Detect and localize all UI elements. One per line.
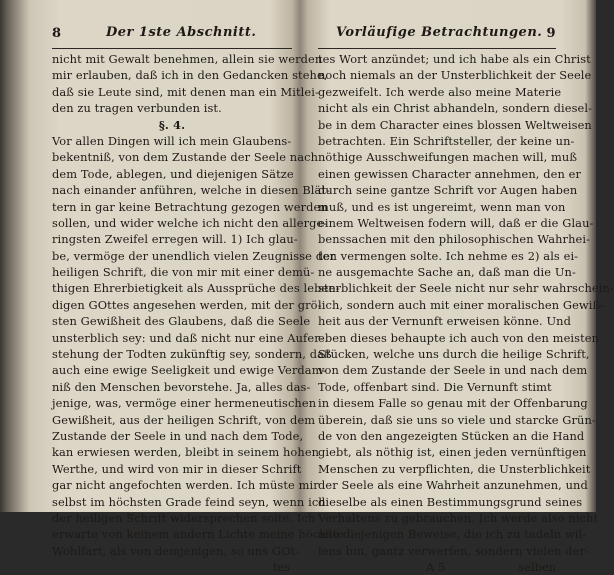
text-line: ringsten Zweifel erregen will. 1) Ich glau- (52, 232, 298, 247)
text-line: sten Gewißheit des Glaubens, daß die Seele (52, 314, 311, 329)
text-line: niß den Menschen bevorstehe. Ja, alles das- (52, 379, 311, 394)
catchword: tes (272, 560, 290, 575)
text-line: bekentniß, von dem Zustande der Seele nach (52, 150, 319, 165)
text-line: Zustande der Seele in und nach dem Tode, (52, 428, 304, 443)
text-line: alle diejenigen Beweise, die ich zu tadeln wil- (318, 527, 587, 542)
right-page-footer (318, 559, 556, 575)
text-line: stehung der Todten zukünftig sey, sondern, daß (52, 347, 332, 362)
text-line: sollen, und wider welche ich nicht den allerge- (52, 215, 328, 230)
text-line: heiligen Schrift, die von mir mit einer demü- (52, 265, 315, 280)
right-page-text (318, 51, 614, 559)
text-line: jenige, was, vermöge einer hermeneutischen (52, 396, 317, 411)
text-line: gezweifelt. Ich werde also meine Materie (318, 84, 562, 99)
left-page (52, 0, 345, 575)
text-line: Verhaltens zu gebrauchen. Ich werde also nicht (318, 510, 599, 525)
text-line: eben dieses behaupte ich auch von den meisten (318, 330, 600, 345)
page-number: 8 (52, 26, 62, 41)
text-line: der Seele als eine Wahrheit anzunehmen, und (318, 478, 588, 493)
signature-mark: A 5 (426, 560, 446, 575)
text-line: Vor allen Dingen will ich mein Glaubens- (52, 133, 292, 148)
text-line: daß sie Leute sind, mit denen man ein Mitlei- (52, 84, 319, 99)
text-line: gar nicht angefochten werden. Ich müste mir (52, 478, 319, 493)
text-line: nicht als ein Christ abhandeln, sondern diesel- (318, 101, 593, 116)
text-line: mir erlauben, daß ich in den Gedancken stehe, (52, 68, 328, 83)
text-line: giebt, als nöthig ist, einen jeden vernünftigen (318, 445, 587, 460)
text-line: überein, daß sie uns so viele und starcke Grün- (318, 412, 596, 427)
text-line: tern in gar keine Betrachtung gezogen werden (52, 199, 328, 214)
text-line: einen gewissen Character annehmen, den er (318, 166, 582, 181)
text-line: durch seine gantze Schrift vor Augen haben (318, 183, 578, 198)
left-page-header (52, 22, 292, 49)
left-page-text (52, 51, 345, 559)
text-line: de von den angezeigten Stücken an die Hand (318, 428, 585, 443)
text-line: tes Wort anzündet; und ich habe als ein Christ (318, 52, 591, 66)
text-line: selbst im höchsten Grade feind seyn, wenn ich (52, 494, 326, 509)
text-line: noch niemals an der Unsterblichkeit der Seele (318, 68, 592, 83)
text-line: Tode, offenbart sind. Die Vernunft stimt (318, 379, 552, 394)
left-page-footer (52, 559, 292, 575)
text-line: Stücken, welche uns durch die heilige Schrift, (318, 347, 590, 362)
text-line: Wohlfart, als von demjenigen, so uns GOt- (52, 543, 300, 558)
text-line: nach einander anführen, welche in diesen Blät- (52, 183, 331, 198)
text-line: dieselbe als einen Bestimmungsgrund seines (318, 494, 583, 509)
text-line: den zu tragen verbunden ist. (52, 101, 222, 116)
running-title: Vorläufige Betrachtungen. (336, 25, 543, 40)
text-line: thigen Ehrerbietigkeit als Aussprüche des leben- (52, 281, 340, 296)
text-line: kan erwiesen werden, bleibt in seinem hohen (52, 445, 320, 460)
text-line: in diesem Falle so genau mit der Offenbarung (318, 396, 588, 411)
text-line: ne ausgemachte Sache an, daß man die Un- (318, 265, 576, 280)
text-line: betrachten. Ein Schriftsteller, der keine un- (318, 133, 575, 148)
section-heading: §. 4. (158, 117, 186, 132)
text-line: von dem Zustande der Seele in und nach dem (318, 363, 588, 378)
text-line: muß, und es ist ungereimt, wenn man von (318, 199, 566, 214)
right-page-header (318, 22, 556, 49)
text-line: Werthe, und wird von mir in dieser Schrift (52, 461, 302, 476)
text-line: heit aus der Vernunft erweisen könne. Und (318, 314, 572, 329)
right-page (318, 0, 614, 575)
text-line: nöthige Ausschweifungen machen will, muß (318, 150, 578, 165)
text-line: ten vermengen solte. Ich nehme es 2) als ei- (318, 248, 579, 263)
text-line: be in dem Character eines blossen Weltweisen (318, 117, 592, 132)
text-line: auch eine ewige Seeligkeit und ewige Verdam- (52, 363, 327, 378)
text-line: lich, sondern auch mit einer moralischen Gewiß- (318, 297, 605, 312)
text-line: unsterblich sey: und daß nicht nur eine Aufer- (52, 330, 324, 345)
text-line: Menschen zu verpflichten, die Unsterblichkeit (318, 461, 591, 476)
text-line: sterblichkeit der Seele nicht nur sehr wahrschein- (318, 281, 614, 296)
text-line: be, vermöge der unendlich vielen Zeugnisse der (52, 248, 336, 263)
text-line: lens bin, gantz verwerfen, sondern vielen der- (318, 543, 589, 558)
text-line: Gewißheit, aus der heiligen Schrift, von dem (52, 412, 316, 427)
page-number: 9 (546, 26, 556, 41)
text-line: einem Weltweisen fodern will, daß er die Glau- (318, 215, 594, 230)
text-line: benssachen mit den philosophischen Wahrhei- (318, 232, 591, 247)
text-line: der heiligen Schrift widersprechen solte. Ich (52, 510, 316, 525)
text-line: nicht mit Gewalt benehmen, allein sie werden (52, 52, 323, 66)
running-title: Der 1ste Abschnitt. (106, 25, 257, 40)
catchword: selben (518, 560, 556, 575)
text-line: dem Tode, ablegen, und diejenigen Sätze (52, 166, 294, 181)
text-line: digen GOttes angesehen werden, mit der grö- (52, 297, 322, 312)
text-line: erwarte von keinem andern Lichte meine höchste (52, 527, 345, 542)
